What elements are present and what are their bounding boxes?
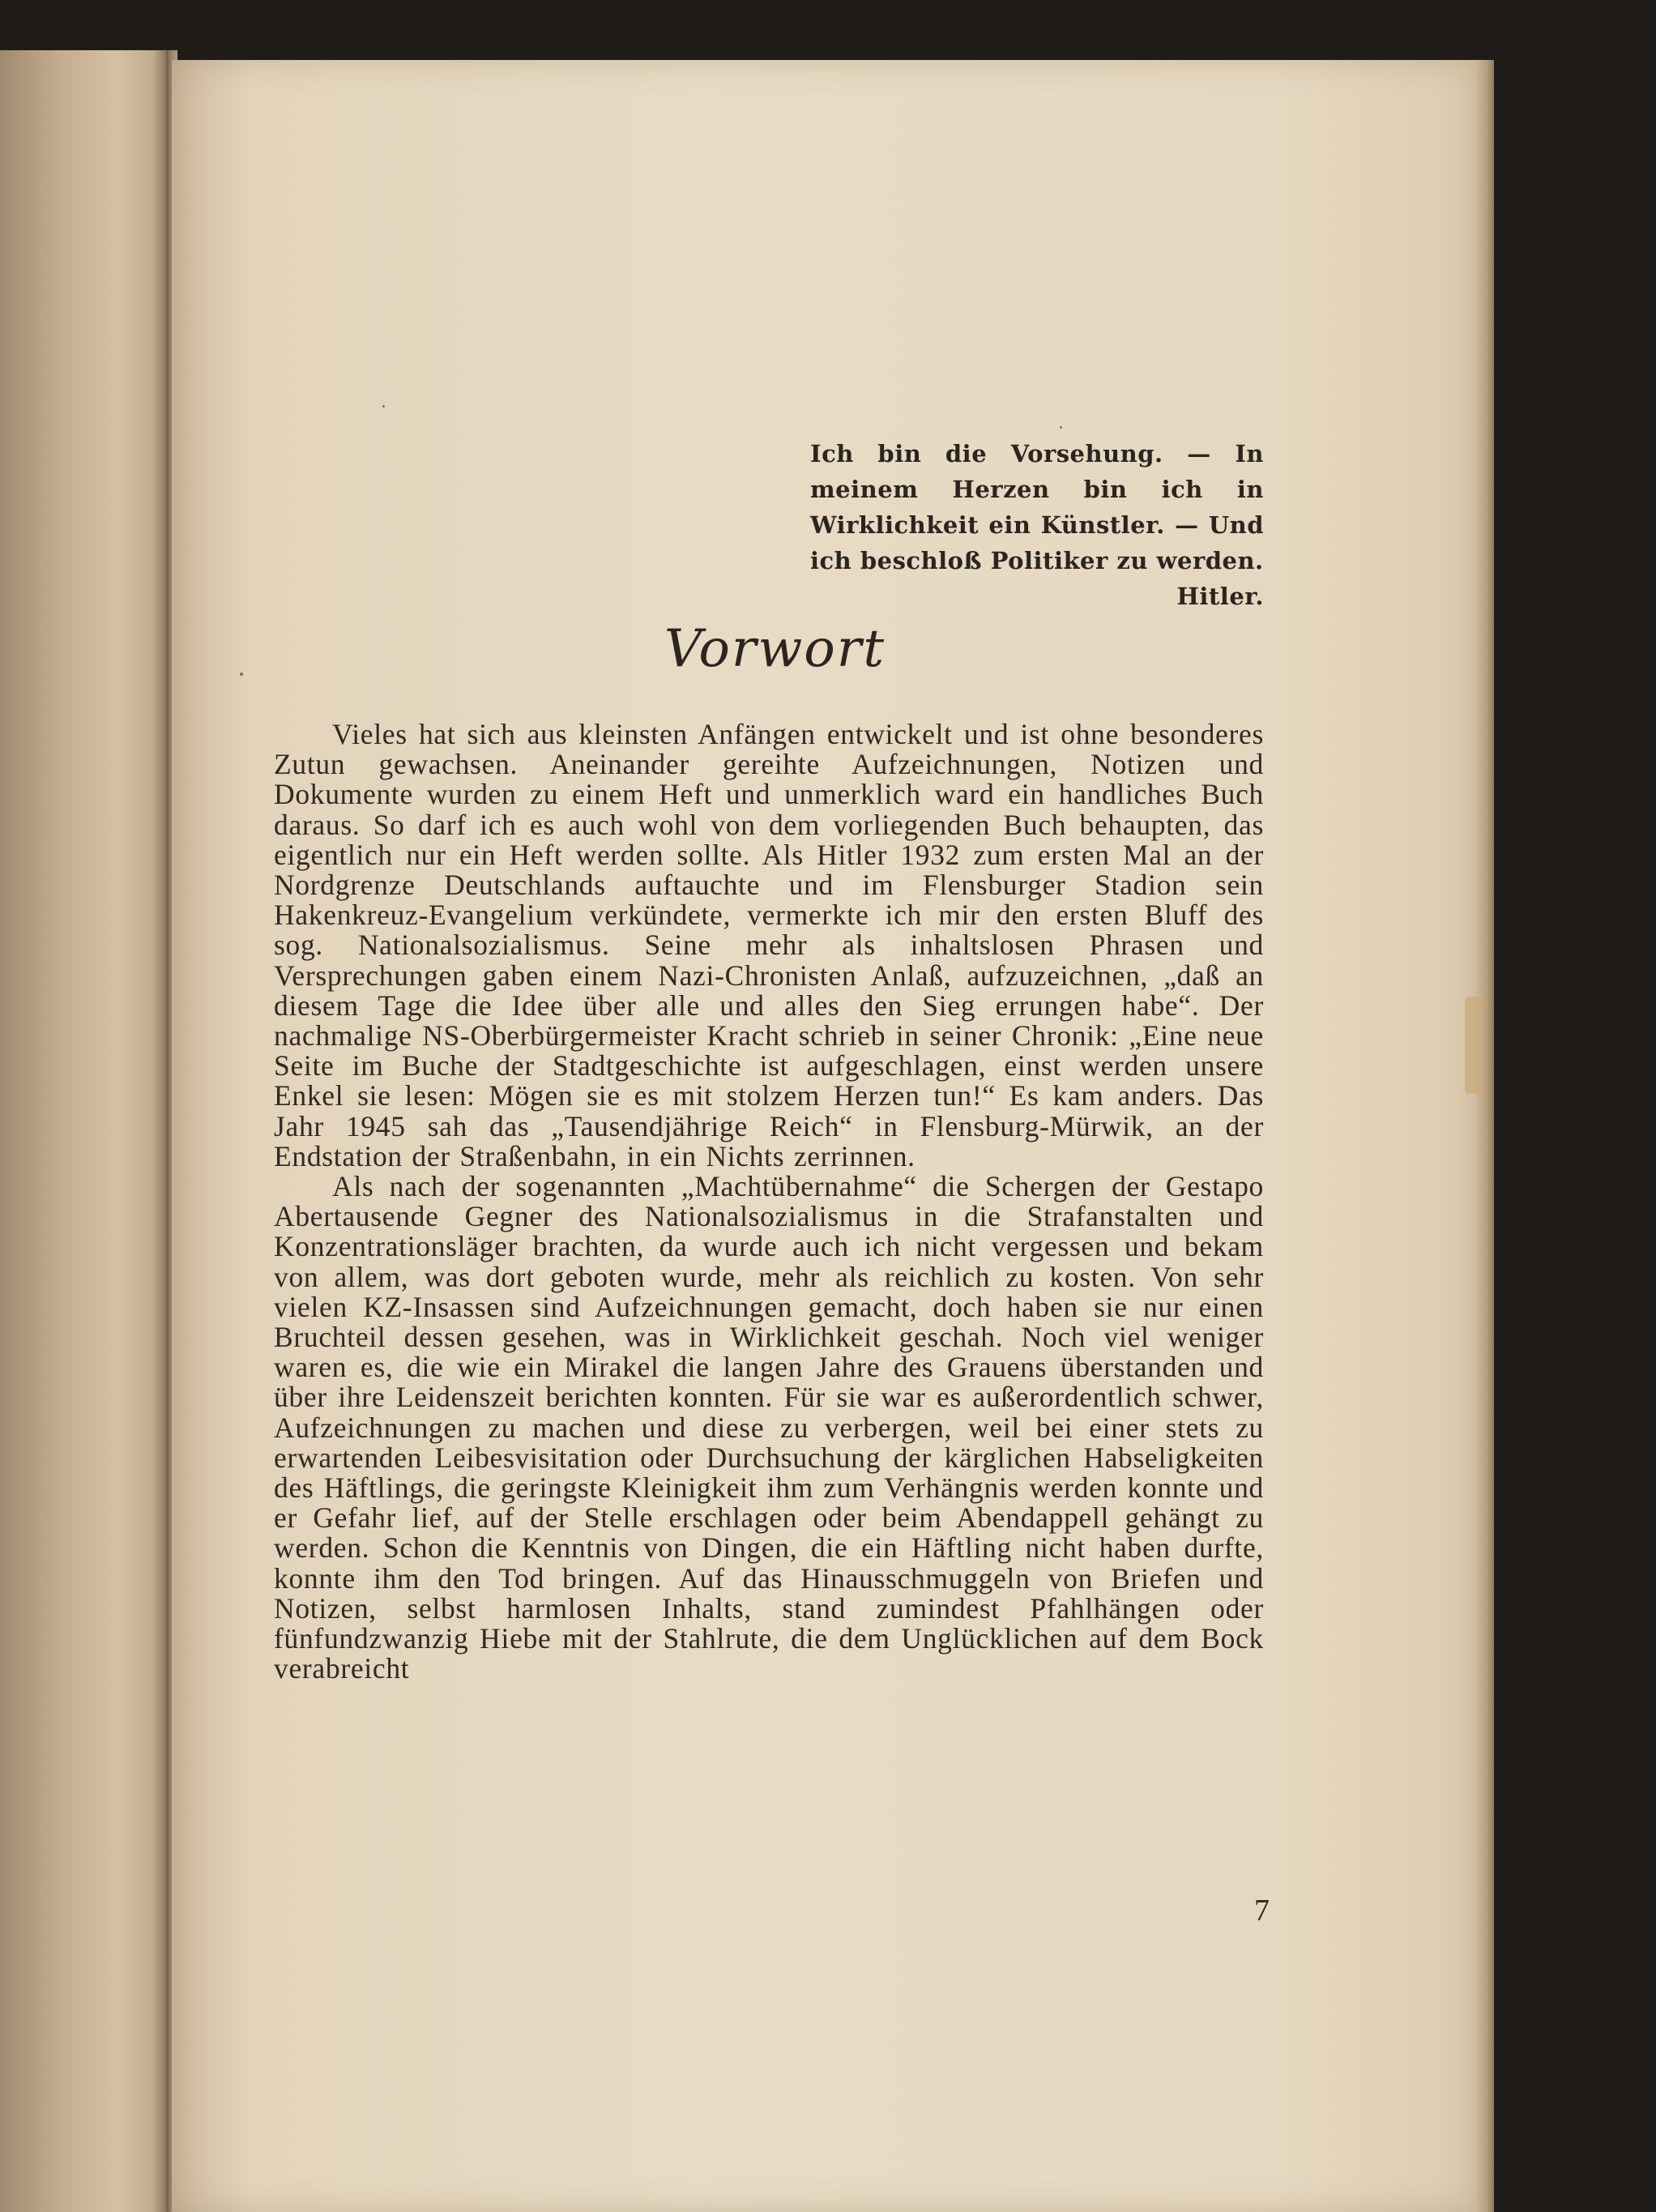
body-text: [274, 720, 1264, 1685]
left-page-edge: [0, 50, 166, 2212]
paper-speck: [382, 405, 385, 408]
epigraph: [810, 436, 1264, 614]
page-number: 7: [1254, 1894, 1270, 1928]
epigraph-author: Hitler.: [1176, 583, 1264, 610]
paragraph: Vieles hat sich aus kleinsten Anfängen entwickelt und ist ohne besonderes Zutun gewachsen. Aneinander gereihte Aufzeichnungen, Notizen und Dokumente wurden zu einem Heft und unmerklich ward ein handliches Buch daraus. So darf ich es auch wohl von dem vorliegenden Buch behaupten, das eigentlich nur ein Heft werden sollte. Als Hitler 1932 zum ersten Mal an der Nordgrenze Deutschlands auftauchte und im Flensburger Stadion sein Hakenkreuz-Evangelium verkündete, vermerkte ich mir den ersten Bluff des sog. Nationalsozialismus. Seine mehr als inhaltslosen Phrasen und Versprechungen gaben einem Nazi-Chronisten Anlaß, aufzuzeichnen, „daß an diesem Tage die Idee über alle und alles den Sieg errungen habe“. Der nachmalige NS-Oberbürgermeister Kracht schrieb in seiner Chronik: „Eine neue Seite im Buche der Stadtgeschichte ist aufgeschlagen, einst werden unsere Enkel sie lesen: Mögen sie es mit stolzem Herzen tun!“ Es kam anders. Das Jahr 1945 sah das „Tausendjährige Reich“ in Flensburg-Mürwik, an der Endstation der Straßenbahn, in ein Nichts zerrinnen.: [274, 718, 1264, 1172]
page-fore-edge: [1476, 60, 1494, 2212]
page-tab-marker: [1465, 997, 1483, 1094]
paper-speck: [1060, 426, 1062, 429]
epigraph-text: Ich bin die Vorsehung. — In meinem Herzen bin ich in Wirklichkeit ein Künstler. — Und ich beschloß Politiker zu werden.: [810, 440, 1264, 574]
page-heading: Vorwort: [664, 619, 886, 679]
paragraph: Als nach der sogenannten „Machtübernahme“ die Schergen der Gestapo Abertausende Gegner des Nationalsozialismus in die Strafanstalten und Konzentrationsläger brachten, da wurde auch ich nicht vergessen und bekam von allem, was dort geboten wurde, mehr als reichlich zu kosten. Von sehr vielen KZ-Insassen sind Aufzeichnungen gemacht, doch haben sie nur einen Bruchteil dessen gesehen, was in Wirklichkeit geschah. Noch viel weniger waren es, die wie ein Mirakel die langen Jahre des Grauens überstanden und über ihre Leidenszeit berichten konnten. Für sie war es außerordentlich schwer, Aufzeichnungen zu machen und diese zu verbergen, weil bei einer stets zu erwartenden Leibesvisitation oder Durchsuchung der kärglichen Habseligkeiten des Häftlings, die geringste Kleinigkeit ihm zum Verhängnis werden konnte und er Gefahr lief, auf der Stelle erschlagen oder beim Abendappell gehängt zu werden. Schon die Kenntnis von Dingen, die ein Häftling nicht haben durfte, konnte ihm den Tod bringen. Auf das Hinausschmuggeln von Briefen und Notizen, selbst harmlosen Inhalts, stand zumindest Pfahlhängen oder fünfundzwanzig Hiebe mit der Stahlrute, die dem Unglücklichen auf dem Bock verabreicht: [274, 1170, 1264, 1685]
paper-speck: [240, 673, 243, 676]
